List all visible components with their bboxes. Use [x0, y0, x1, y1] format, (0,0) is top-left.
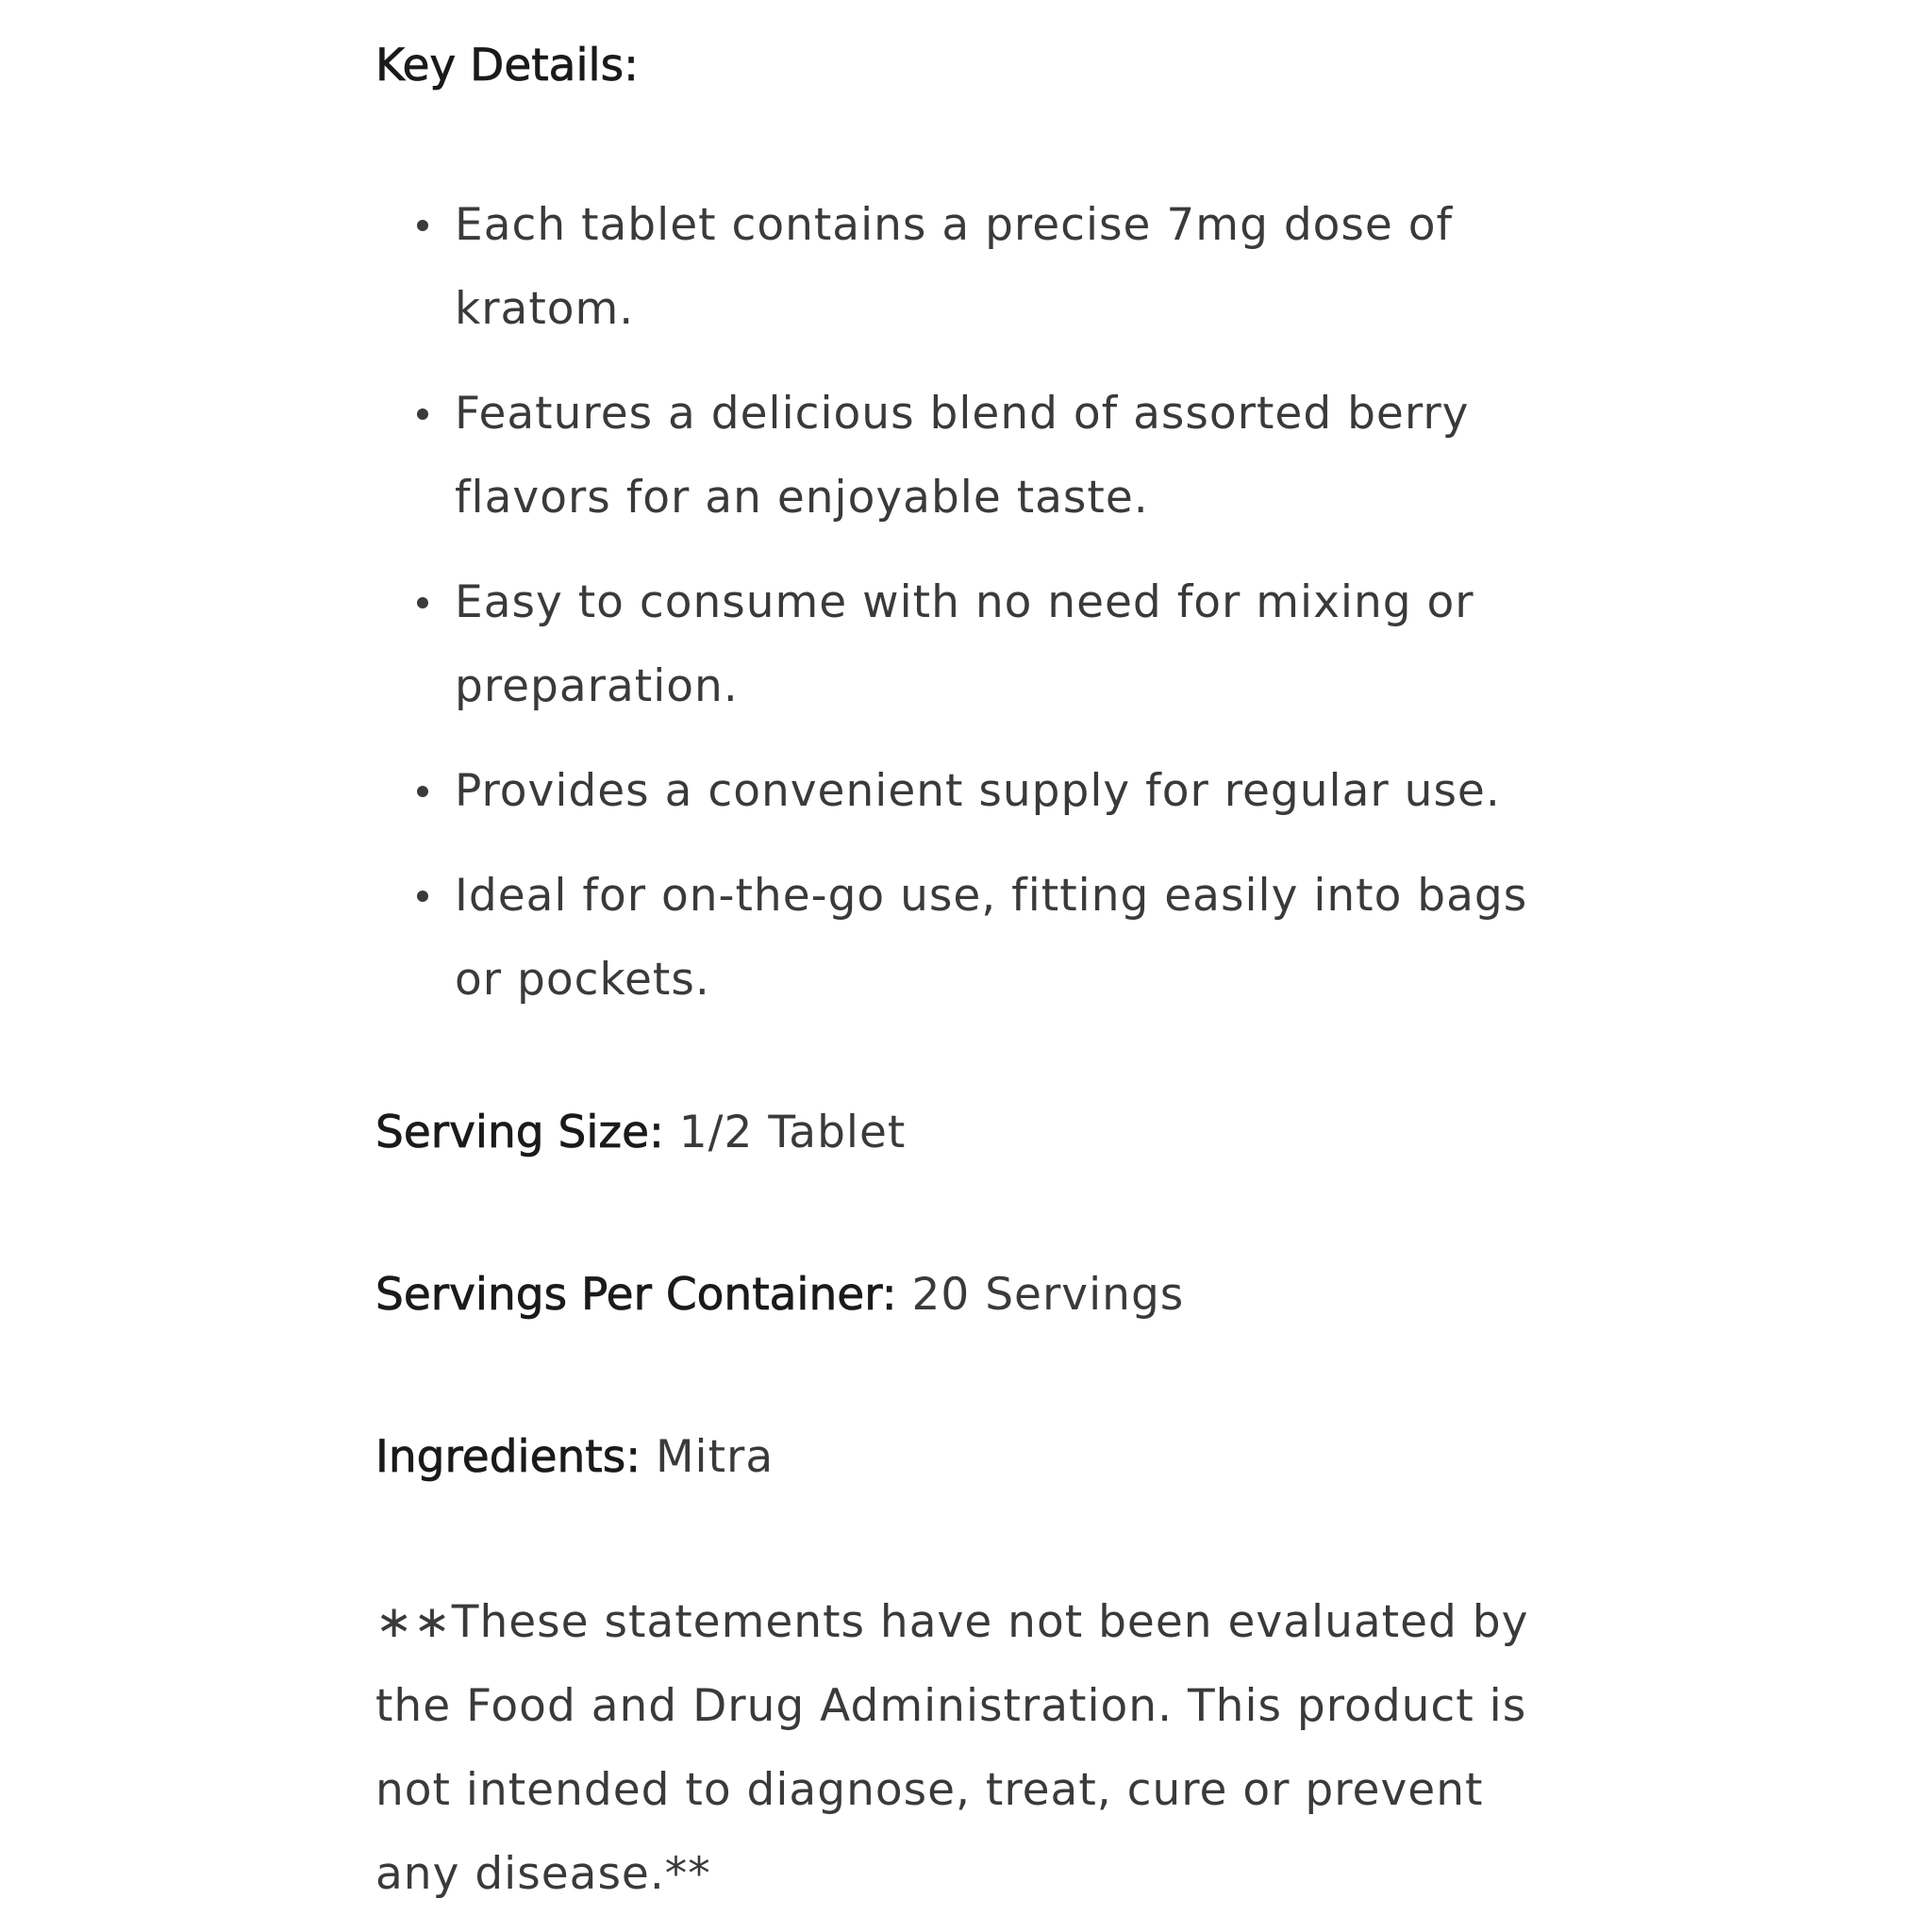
- list-item: Provides a convenient supply for regular use.: [455, 749, 1564, 833]
- product-description: [375, 28, 1564, 1916]
- list-item: Features a delicious blend of assorted berry flavors for an enjoyable taste.: [455, 372, 1564, 540]
- serving-size: [375, 1095, 1564, 1171]
- serving-size-value: 1/2 Tablet: [663, 1107, 907, 1158]
- ingredients-value: Mitra: [641, 1431, 774, 1483]
- list-item: Ideal for on-the-go use, fitting easily into bags or pockets.: [455, 854, 1564, 1022]
- servings-per-container: [375, 1257, 1564, 1333]
- list-item: Each tablet contains a precise 7mg dose of kratom.: [455, 183, 1564, 351]
- serving-size-label: Serving Size:: [375, 1107, 664, 1158]
- key-details-list: [375, 183, 1564, 1022]
- ingredients-label: Ingredients:: [375, 1431, 641, 1483]
- ingredients: [375, 1420, 1564, 1495]
- servings-per-container-label: Servings Per Container:: [375, 1269, 897, 1321]
- servings-per-container-value: 20 Servings: [896, 1269, 1185, 1321]
- fda-disclaimer: ∗∗These statements have not been evaluated by the Food and Drug Administration. This product is not intended to diagnose, treat, cure or prevent any disease.**: [375, 1596, 1529, 1900]
- key-details-heading: Key Details:: [375, 40, 639, 92]
- list-item: Easy to consume with no need for mixing or preparation.: [455, 560, 1564, 728]
